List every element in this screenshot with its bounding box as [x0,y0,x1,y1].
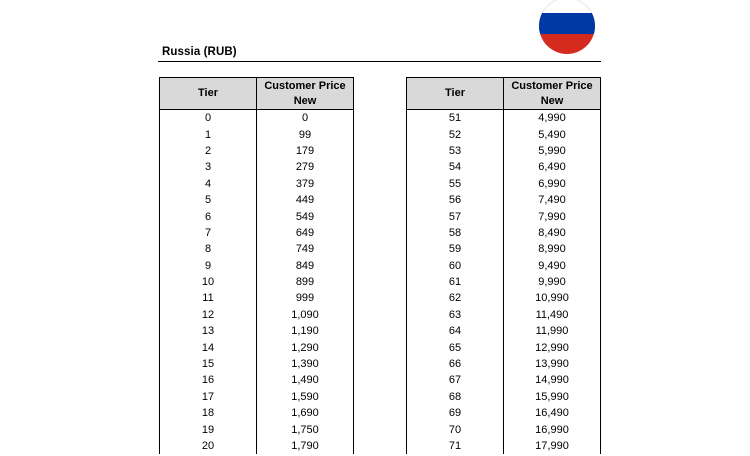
price-cell: 1,390 [257,356,354,372]
table-row [407,274,601,290]
table-row [160,110,354,127]
table-row [160,323,354,339]
price-cell: 0 [257,110,354,127]
price-cell: 379 [257,176,354,192]
tier-cell: 0 [160,110,257,127]
tier-price-table-right [406,77,601,454]
table-row [407,356,601,372]
table-row [407,405,601,421]
tier-cell: 16 [160,372,257,388]
table-row [160,290,354,306]
price-cell: 99 [257,126,354,142]
table-row [160,274,354,290]
table-row [160,225,354,241]
table-row [160,372,354,388]
table-row [407,143,601,159]
table-row [407,126,601,142]
price-cell: 1,190 [257,323,354,339]
table-row [160,307,354,323]
tier-cell: 56 [407,192,504,208]
tier-cell: 60 [407,258,504,274]
tier-header-label: Tier [198,87,218,99]
price-cell: 1,690 [257,405,354,421]
tier-cell: 9 [160,258,257,274]
price-cell: 1,090 [257,307,354,323]
tier-cell: 67 [407,372,504,388]
price-cell: 9,990 [504,274,601,290]
price-cell: 849 [257,258,354,274]
price-header-line2: New [540,94,564,107]
tier-cell: 20 [160,438,257,454]
tier-cell: 68 [407,389,504,405]
table-row [407,192,601,208]
price-column-header [504,78,601,110]
price-cell: 5,490 [504,126,601,142]
tier-cell: 18 [160,405,257,421]
price-cell: 279 [257,159,354,175]
price-cell: 1,790 [257,438,354,454]
table-row [160,126,354,142]
price-header-line2: New [293,94,317,107]
tier-cell: 2 [160,143,257,159]
table-row [160,405,354,421]
tier-cell: 54 [407,159,504,175]
table-row [160,356,354,372]
price-cell: 1,750 [257,421,354,437]
flag-white-stripe [539,0,595,13]
tier-cell: 1 [160,126,257,142]
tier-cell: 69 [407,405,504,421]
price-cell: 5,990 [504,143,601,159]
price-cell: 7,990 [504,208,601,224]
price-column-header [257,78,354,110]
table-header-row [407,78,601,110]
price-cell: 7,490 [504,192,601,208]
tier-cell: 15 [160,356,257,372]
price-cell: 899 [257,274,354,290]
price-cell: 549 [257,208,354,224]
tier-cell: 66 [407,356,504,372]
price-cell: 10,990 [504,290,601,306]
table-header-row [160,78,354,110]
tier-cell: 11 [160,290,257,306]
table-row [407,176,601,192]
price-cell: 15,990 [504,389,601,405]
page-title: Russia (RUB) [162,46,237,58]
tier-cell: 5 [160,192,257,208]
table-row [160,192,354,208]
price-cell: 16,490 [504,405,601,421]
price-cell: 6,990 [504,176,601,192]
tier-cell: 62 [407,290,504,306]
price-cell: 16,990 [504,421,601,437]
tier-cell: 4 [160,176,257,192]
table-row [160,241,354,257]
tier-cell: 3 [160,159,257,175]
tier-cell: 6 [160,208,257,224]
tier-column-header [407,78,504,110]
price-cell: 11,490 [504,307,601,323]
price-cell: 6,490 [504,159,601,175]
tier-cell: 58 [407,225,504,241]
tier-cell: 61 [407,274,504,290]
price-cell: 13,990 [504,356,601,372]
price-cell: 14,990 [504,372,601,388]
tier-cell: 52 [407,126,504,142]
price-cell: 9,490 [504,258,601,274]
table-row [160,389,354,405]
tier-price-table-left [159,77,354,454]
tier-header-label: Tier [445,87,465,99]
price-header-line1: Customer Price [511,79,593,92]
price-cell: 449 [257,192,354,208]
tier-cell: 14 [160,339,257,355]
price-cell: 8,490 [504,225,601,241]
tier-cell: 7 [160,225,257,241]
table-row [407,438,601,454]
table-row [407,307,601,323]
table-row [407,110,601,127]
price-cell: 749 [257,241,354,257]
tier-cell: 70 [407,421,504,437]
table-row [407,159,601,175]
table-row [407,241,601,257]
price-cell: 4,990 [504,110,601,127]
tier-cell: 12 [160,307,257,323]
tier-cell: 59 [407,241,504,257]
table-row [407,225,601,241]
tier-cell: 19 [160,421,257,437]
price-cell: 12,990 [504,339,601,355]
price-cell: 999 [257,290,354,306]
tier-cell: 71 [407,438,504,454]
tier-cell: 13 [160,323,257,339]
table-row [160,421,354,437]
tier-cell: 10 [160,274,257,290]
table-row [407,323,601,339]
table-row [160,143,354,159]
table-row [160,339,354,355]
price-cell: 17,990 [504,438,601,454]
tier-cell: 65 [407,339,504,355]
price-cell: 179 [257,143,354,159]
table-row [407,208,601,224]
table-body-left [160,110,354,455]
table-body-right [407,110,601,455]
tier-cell: 17 [160,389,257,405]
table-row [407,258,601,274]
tier-column-header [160,78,257,110]
tier-cell: 64 [407,323,504,339]
tier-cell: 63 [407,307,504,323]
table-row [407,339,601,355]
table-row [160,176,354,192]
table-row [160,208,354,224]
price-cell: 1,590 [257,389,354,405]
table-row [160,438,354,454]
price-cell: 649 [257,225,354,241]
russia-flag-icon [539,0,595,54]
table-row [407,372,601,388]
table-row [160,258,354,274]
table-row [407,290,601,306]
tier-cell: 55 [407,176,504,192]
tier-cell: 57 [407,208,504,224]
price-cell: 11,990 [504,323,601,339]
tier-cell: 53 [407,143,504,159]
price-cell: 8,990 [504,241,601,257]
table-row [407,421,601,437]
price-cell: 1,290 [257,339,354,355]
tier-cell: 51 [407,110,504,127]
title-underline [158,61,601,62]
table-row [160,159,354,175]
price-cell: 1,490 [257,372,354,388]
price-header-line1: Customer Price [264,79,346,92]
table-row [407,389,601,405]
tier-cell: 8 [160,241,257,257]
